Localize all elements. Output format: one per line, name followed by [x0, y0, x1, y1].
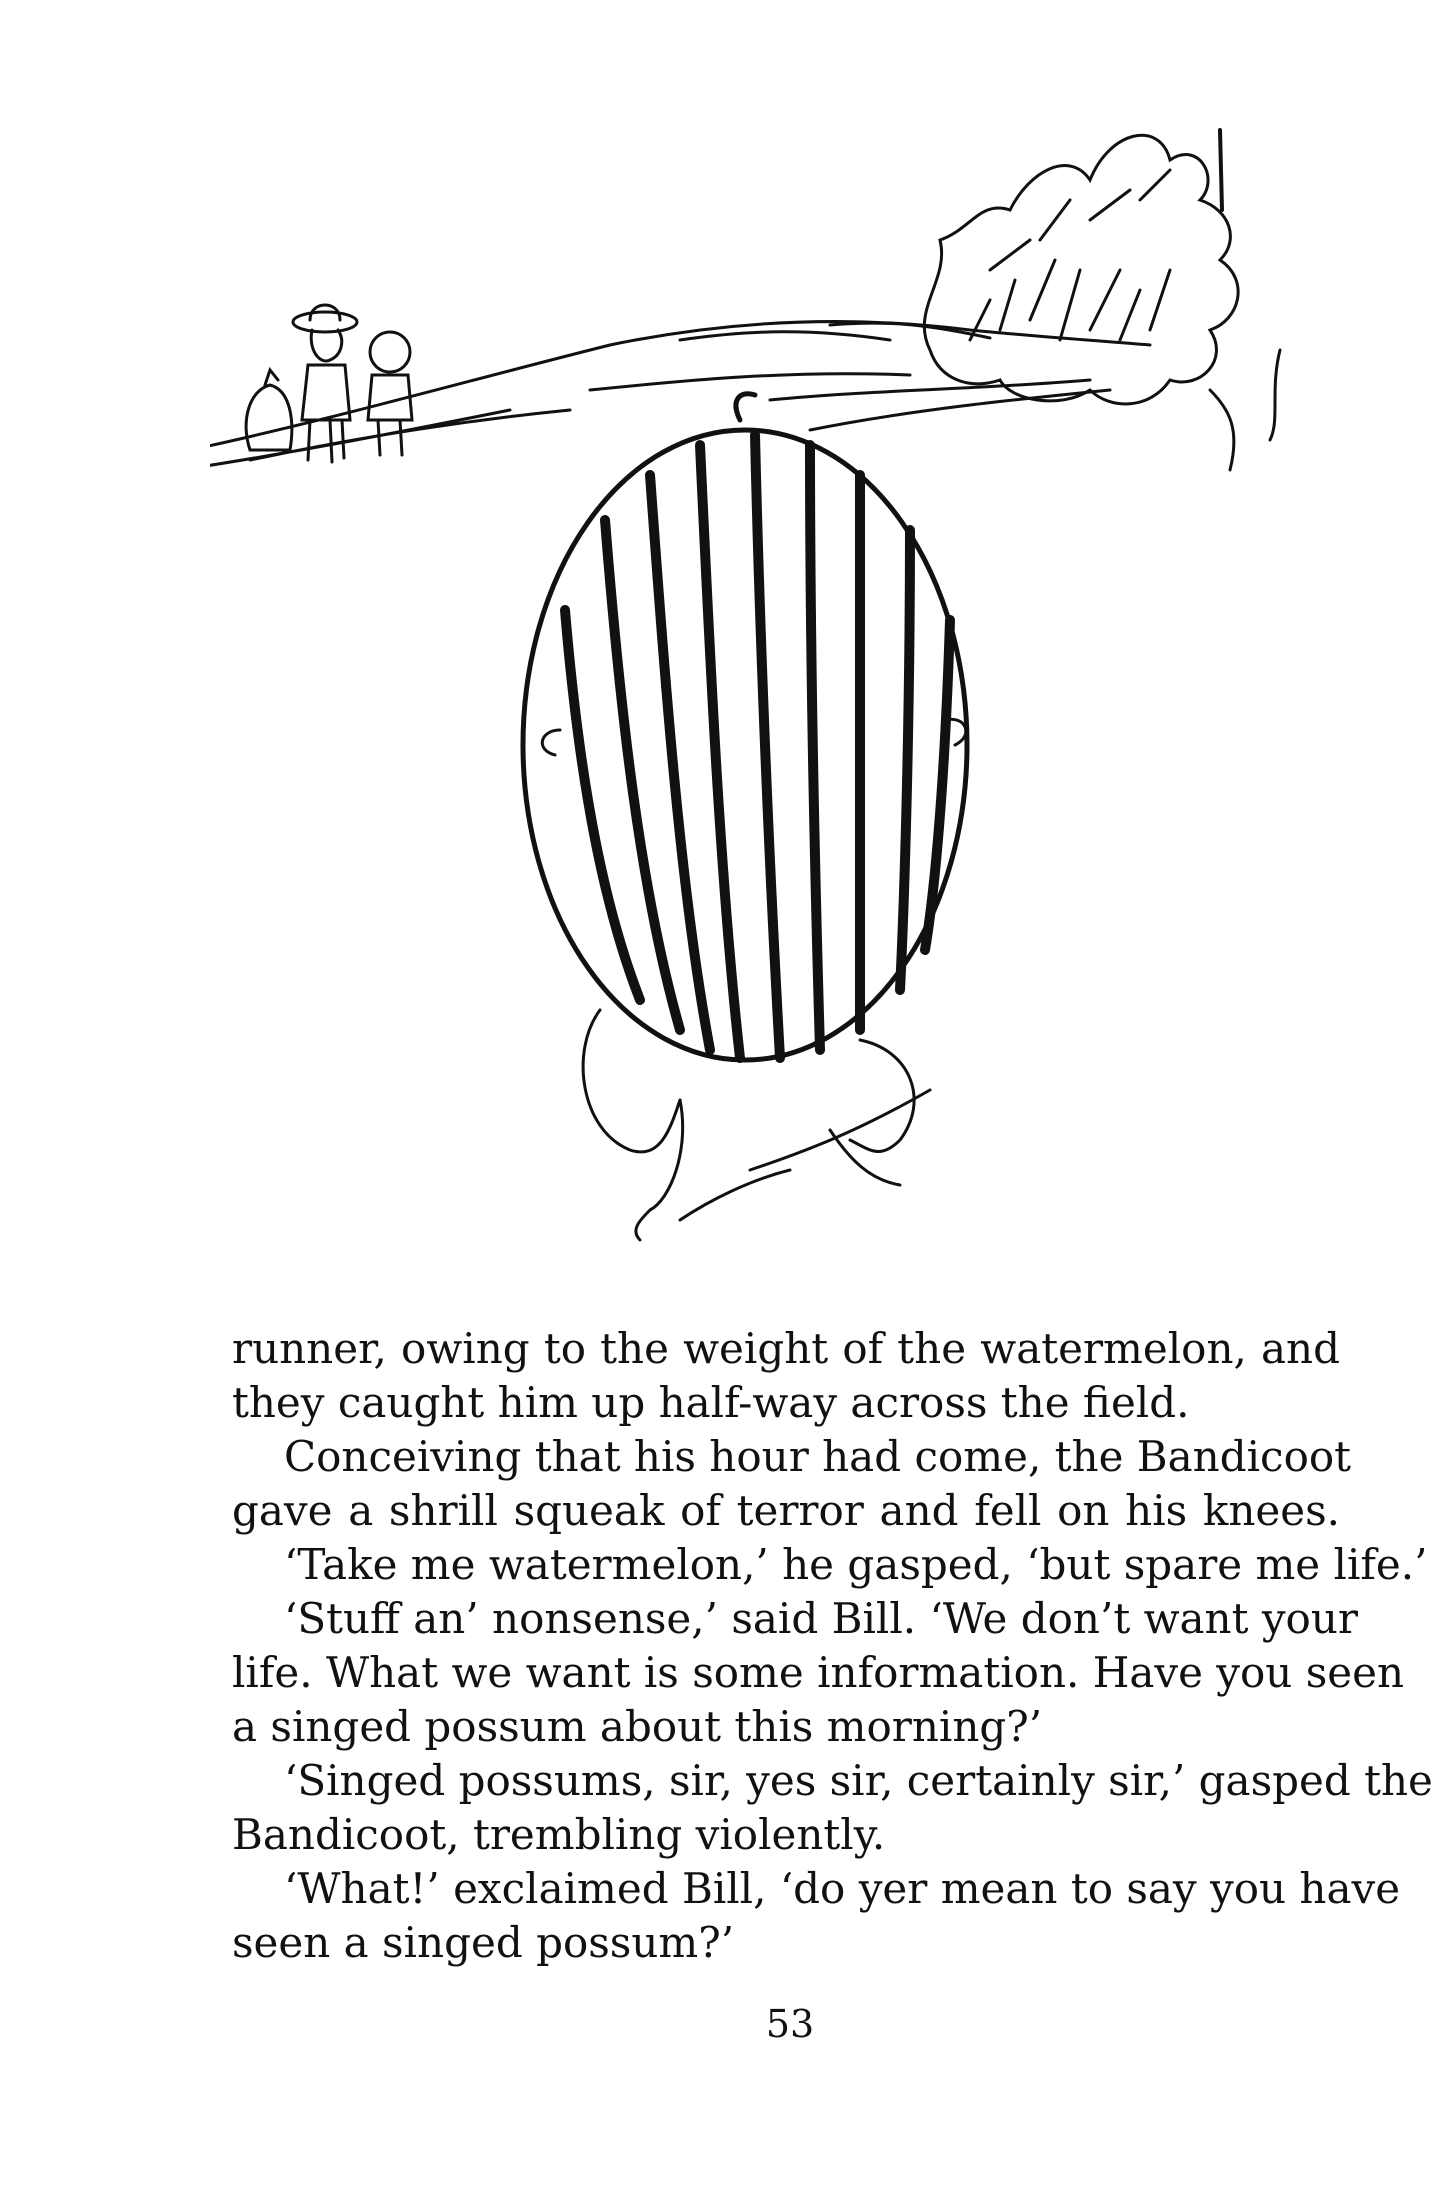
page-number: 53 [765, 2002, 815, 2046]
text-line: runner, owing to the weight of the watermelon, and [232, 1324, 1340, 1373]
text-line: ‘Stuff an’ nonsense,’ said Bill. ‘We don’t want your [284, 1594, 1358, 1643]
text-line: life. What we want is some information. Have you seen [232, 1648, 1405, 1697]
bandicoot-carrying-watermelon-illustration [210, 90, 1360, 1330]
text-line: a singed possum about this morning?’ [232, 1702, 1043, 1751]
watermelon-drawing [523, 394, 967, 1060]
text-line: ‘Singed possums, sir, yes sir, certainly sir,’ gasped the [284, 1756, 1433, 1805]
trees-drawing [924, 130, 1280, 470]
text-line: ‘Take me watermelon,’ he gasped, ‘but spare me life.’ [284, 1540, 1428, 1589]
text-line: seen a singed possum?’ [232, 1918, 735, 1967]
text-line: they caught him up half-way across the field. [232, 1378, 1190, 1427]
text-line: gave a shrill squeak of terror and fell on his knees. [232, 1486, 1340, 1535]
text-line: Bandicoot, trembling violently. [232, 1810, 886, 1859]
hill-drawing [210, 322, 1150, 470]
text-line: Conceiving that his hour had come, the Bandicoot [284, 1432, 1352, 1481]
body-text [232, 1322, 1433, 1970]
text-line: ‘What!’ exclaimed Bill, ‘do yer mean to say you have [284, 1864, 1401, 1913]
figures-drawing [246, 305, 412, 462]
